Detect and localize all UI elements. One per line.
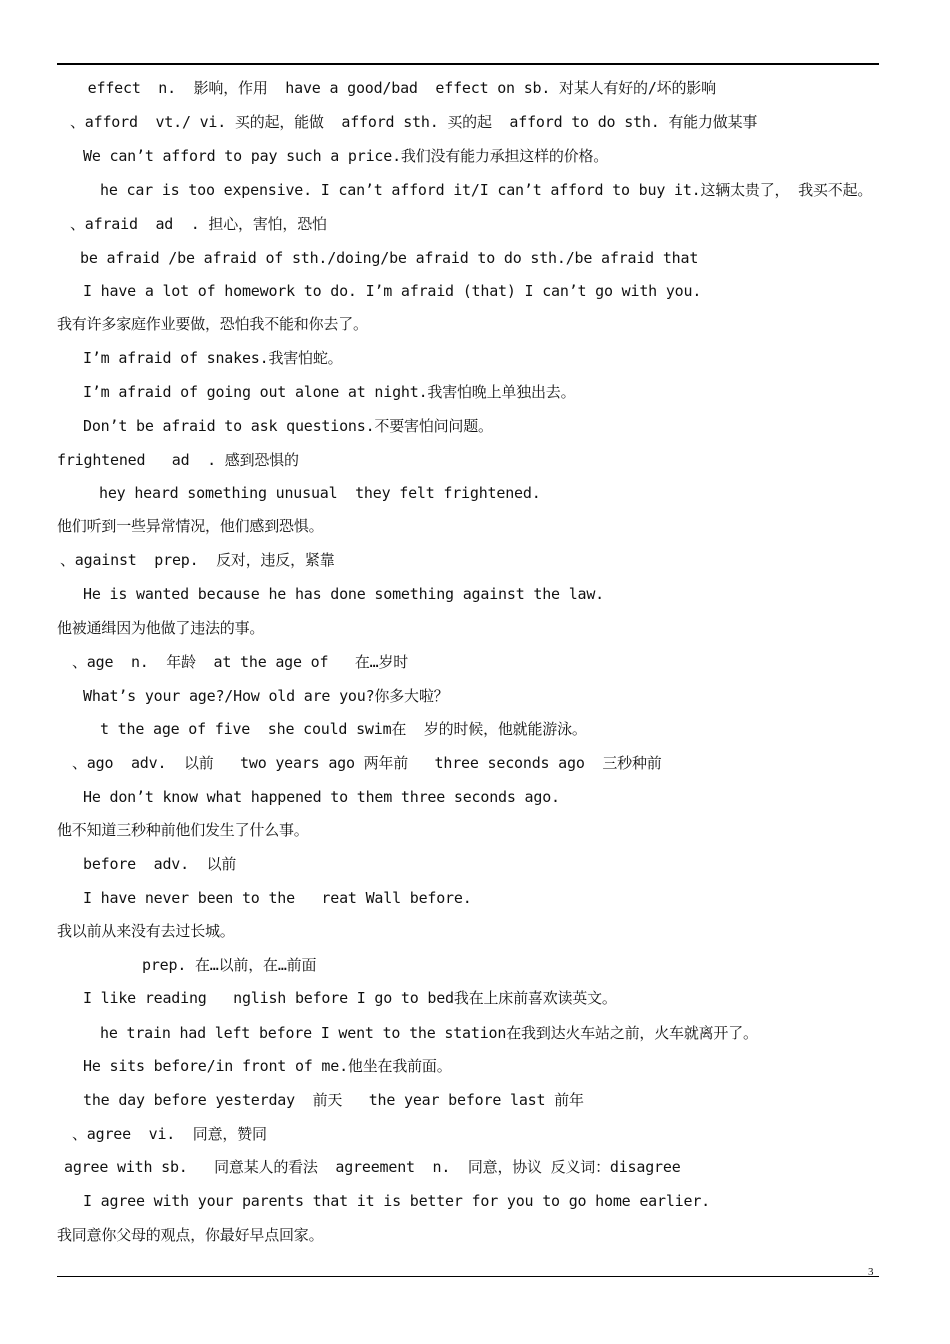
top-rule [57,63,879,65]
text-line: be afraid /be afraid of sth./doing/be afraid to do sth./be afraid that [80,249,699,267]
text-line: 、age n. 年龄 at the age of 在…岁时 [72,653,409,671]
text-line: 他被通缉因为他做了违法的事。 [57,619,265,637]
text-line: hey heard something unusual they felt frightened. [99,484,541,502]
text-line: 我同意你父母的观点，你最好早点回家。 [57,1226,324,1244]
text-line: He sits before/in front of me.他坐在我前面。 [83,1057,452,1075]
text-line: prep. 在…以前，在…前面 [142,956,317,974]
text-line: I have a lot of homework to do. I’m afraid (that) I can’t go with you. [83,282,702,300]
text-line: 、afraid ad . 担心，害怕，恐怕 [70,215,327,233]
text-line: 、agree vi. 同意，赞同 [72,1125,267,1143]
text-line: We can’t afford to pay such a price.我们没有能力承担这样的价格。 [83,147,609,165]
text-line: he car is too expensive. I can’t afford it/I can’t afford to buy it.这辆太贵了， 我买不起。 [100,181,873,199]
text-line: I’m afraid of snakes.我害怕蛇。 [83,349,343,367]
text-line: the day before yesterday 前天 the year before last 前年 [83,1091,584,1109]
text-line: Don’t be afraid to ask questions.不要害怕问问题。 [83,417,493,435]
text-line: I have never been to the reat Wall before. [83,889,472,907]
text-line: What’s your age?/How old are you?你多大啦？ [83,687,449,705]
text-line: effect n. 影响，作用 have a good/bad effect on sb. 对某人有好的/坏的影响 [70,79,716,97]
text-line: before adv. 以前 [83,855,237,873]
text-line: He is wanted because he has done something against the law. [83,585,605,603]
text-line: 我有许多家庭作业要做，恐怕我不能和你去了。 [57,315,368,333]
page-number: 3 [868,1266,874,1278]
text-line: 他们听到一些异常情况，他们感到恐惧。 [57,517,324,535]
text-line: 、ago adv. 以前 two years ago 两年前 three seconds ago 三秒种前 [72,754,662,772]
text-line: 、against prep. 反对，违反，紧靠 [60,551,335,569]
text-line: 我以前从来没有去过长城。 [57,922,235,940]
text-line: t the age of five she could swim在 岁的时候，他就能游泳。 [100,720,587,738]
text-line: 他不知道三秒种前他们发生了什么事。 [57,821,309,839]
text-line: I agree with your parents that it is better for you to go home earlier. [83,1192,710,1210]
text-line: I like reading nglish before I go to bed我在上床前喜欢读英文。 [83,989,617,1007]
text-line: He don’t know what happened to them three seconds ago. [83,788,560,806]
text-line: I’m afraid of going out alone at night.我害怕晚上单独出去。 [83,383,576,401]
text-line: he train had left before I went to the station在我到达火车站之前，火车就离开了。 [100,1024,758,1042]
text-line: frightened ad . 感到恐惧的 [57,451,299,469]
bottom-rule [57,1276,879,1277]
text-line: 、afford vt./ vi. 买的起，能做 afford sth. 买的起 afford to do sth. 有能力做某事 [70,113,758,131]
text-line: agree with sb. 同意某人的看法 agreement n. 同意，协议 反义词：disagree [64,1158,681,1176]
